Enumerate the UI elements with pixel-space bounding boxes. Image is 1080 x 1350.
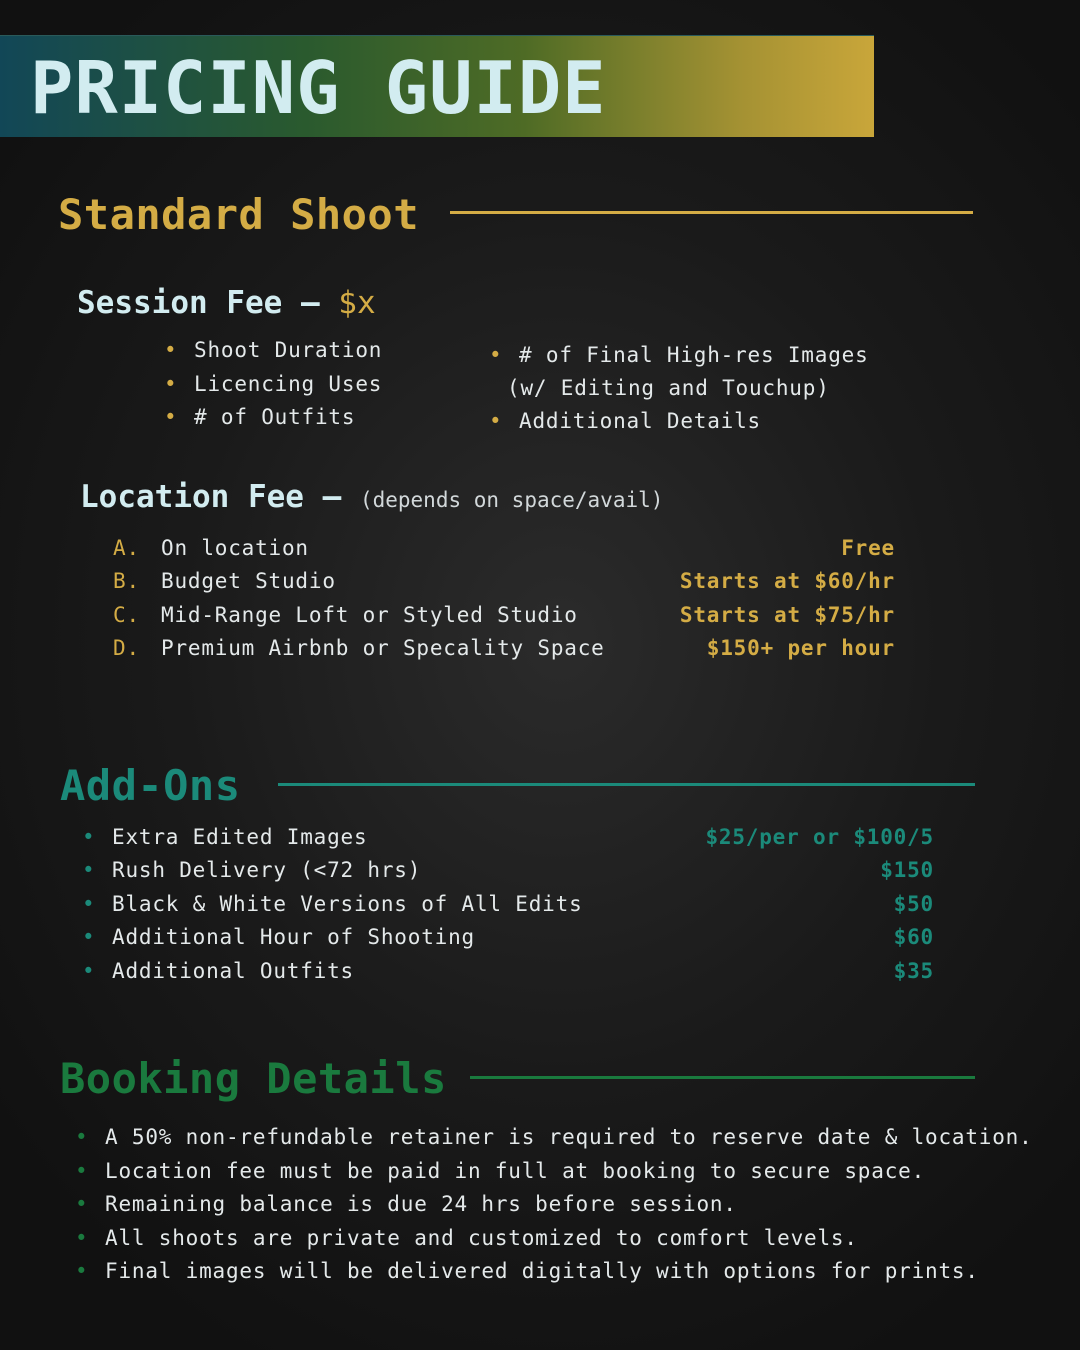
bullet-dot: • [82, 925, 96, 949]
bullet-dot: • [489, 343, 503, 367]
session-right-list [489, 343, 909, 443]
bullet-dot: • [164, 405, 178, 429]
bullet-dot: • [75, 1159, 89, 1183]
bullet-dot: • [82, 858, 96, 882]
bullet-dot: • [164, 372, 178, 396]
list-item: Additional Details [519, 409, 761, 433]
location-row: A. On location Free [113, 536, 895, 560]
booking-item: • Remaining balance is due 24 hrs before session. [75, 1192, 737, 1216]
session-fee-label: Session Fee – [77, 285, 339, 321]
location-fee-heading [80, 478, 663, 519]
bullet-dot: • [75, 1226, 89, 1250]
page-title: PRICING GUIDE [30, 46, 607, 130]
location-fee-label: Location Fee – [80, 479, 360, 515]
booking-details-heading: Booking Details [60, 1054, 447, 1103]
list-item: • Licencing Uses [164, 372, 383, 396]
booking-details-rule [470, 1076, 975, 1079]
booking-item: • Location fee must be paid in full at booking to secure space. [75, 1159, 926, 1183]
session-fee-heading [77, 284, 376, 322]
booking-item: • A 50% non-refundable retainer is required to reserve date & location. [75, 1125, 1033, 1149]
bullet-dot: • [82, 892, 96, 916]
list-item: # of Final High-res Images [519, 343, 869, 367]
list-item: • Shoot Duration [164, 338, 383, 362]
add-ons-heading: Add-Ons [60, 761, 241, 810]
add-on-row: • Extra Edited Images $25/per or $100/5 [82, 825, 934, 849]
session-left-list [164, 338, 464, 438]
bullet-dot: • [82, 959, 96, 983]
booking-list [75, 1125, 1065, 1300]
add-on-row: • Additional Hour of Shooting $60 [82, 925, 934, 949]
add-ons-rule [278, 783, 975, 786]
location-list [113, 536, 895, 676]
list-item-continuation: (w/ Editing and Touchup) [507, 376, 830, 400]
add-on-row: • Additional Outfits $35 [82, 959, 934, 983]
bullet-dot: • [82, 825, 96, 849]
standard-shoot-rule [450, 211, 973, 214]
location-fee-note: (depends on space/avail) [359, 488, 664, 512]
add-on-row: • Rush Delivery (<72 hrs) $150 [82, 858, 934, 882]
add-ons-list [82, 825, 934, 1000]
bullet-dot: • [75, 1259, 89, 1283]
bullet-dot: • [164, 338, 178, 362]
booking-item: • Final images will be delivered digitally with options for prints. [75, 1259, 979, 1283]
location-row: D. Premium Airbnb or Specality Space $150+ per hour [113, 636, 895, 660]
list-item: • # of Outfits [164, 405, 356, 429]
bullet-dot: • [75, 1192, 89, 1216]
session-fee-price: $x [338, 285, 376, 321]
add-on-row: • Black & White Versions of All Edits $50 [82, 892, 934, 916]
location-row: B. Budget Studio Starts at $60/hr [113, 569, 895, 593]
standard-shoot-heading: Standard Shoot [58, 190, 420, 239]
location-row: C. Mid-Range Loft or Styled Studio Starts at $75/hr [113, 603, 895, 627]
bullet-dot: • [489, 409, 503, 433]
bullet-dot: • [75, 1125, 89, 1149]
booking-item: • All shoots are private and customized to comfort levels. [75, 1226, 858, 1250]
